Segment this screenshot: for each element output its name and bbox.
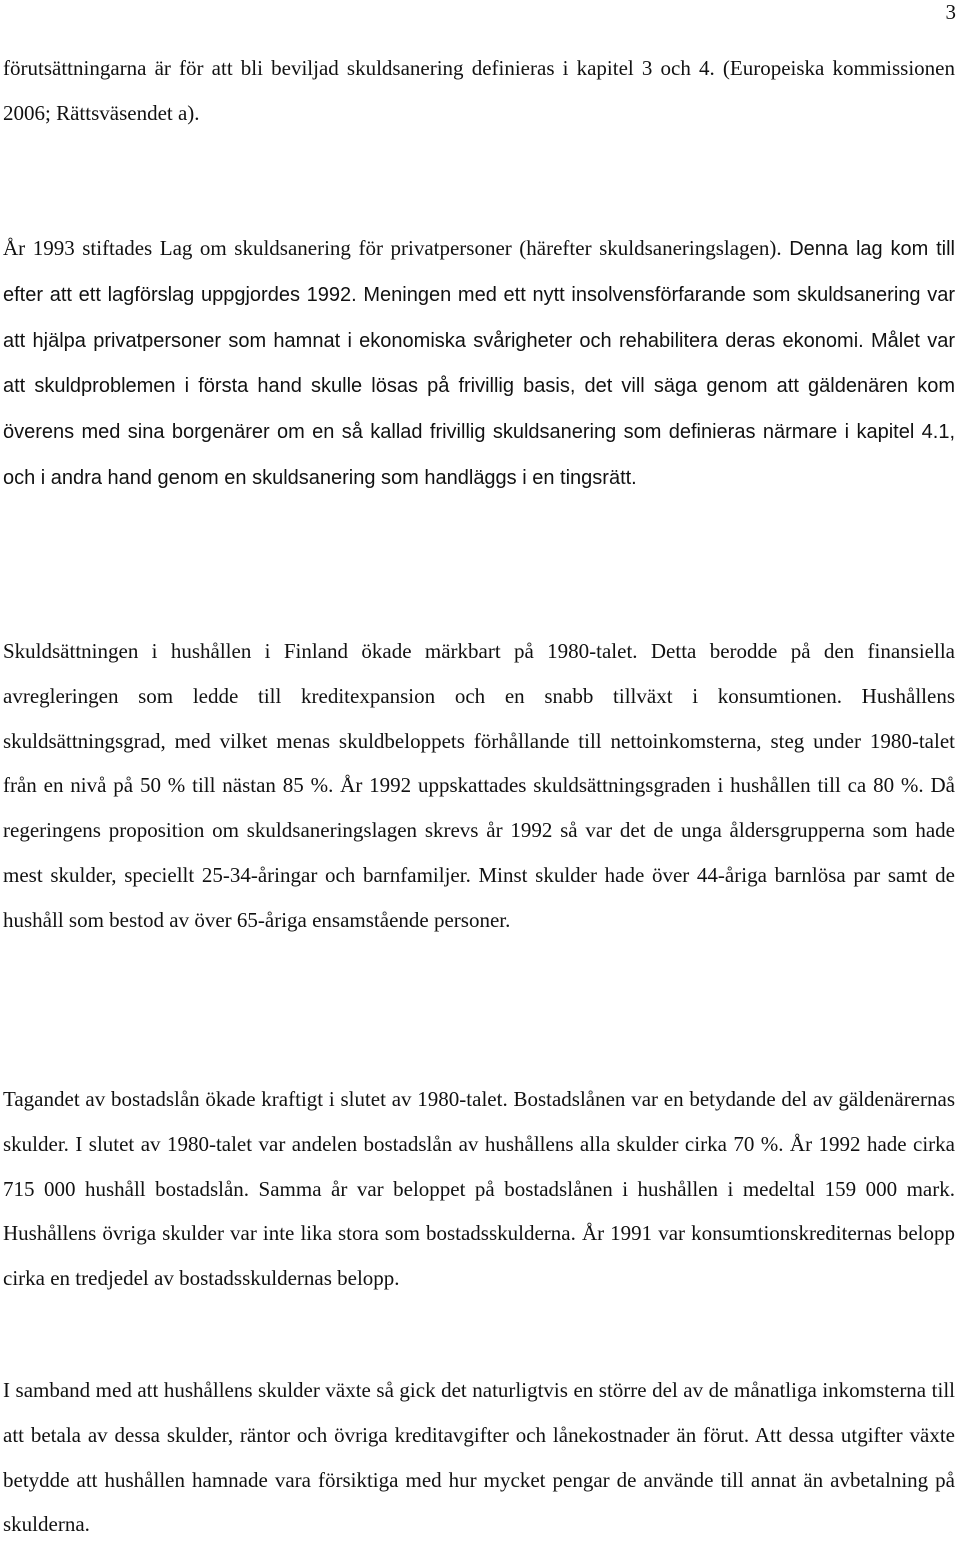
- paragraph-law-sentence-2: Denna lag kom till efter att ett lagförslag uppgjordes 1992. Meningen med ett nytt insolvensförfarande som skuldsanering var att hjälpa privatpersoner som hamnat i ekonomiska svårigheter och rehabilitera deras ekonomi.: [3, 238, 955, 352]
- paragraph-household-indebtedness: Skuldsättningen i hushållen i Finland ökade märkbart på 1980-talet. Detta berodde på den finansiella avregleringen som ledde till kreditexpansion och en snabb tillväxt i konsumtionen. Hushållens skuldsättningsgrad, med vilket menas skuldbeloppets förhållande till nettoinkomsterna, steg under 1980-talet från en nivå på 50 % till nästan 85 %. År 1992 uppskattades skuldsättningsgraden i hushållen till ca 80 %. Då regeringens proposition om skuldsaneringslagen skrevs år 1992 så var det de unga åldersgrupperna som hade mest skulder, speciellt 25-34-åringar och barnfamiljer. Minst skulder hade över 44-åriga barnlösa par samt de hushåll som bestod av över 65-åriga ensamstående personer.: [3, 639, 955, 932]
- paragraph-monthly-income: I samband med att hushållens skulder växte så gick det naturligtvis en större del av de månatliga inkomsterna till att betala av dessa skulder, räntor och övriga kreditavgifter och lånekostnader än förut. Att dessa utgifter växte betydde att hushållen hamnade vara försiktiga med hur mycket pengar de använde till annat än avbetalning på skulderna.: [3, 1378, 955, 1537]
- page-number: 3: [945, 0, 956, 24]
- paragraph-skuldsanering-law: [3, 226, 955, 501]
- paragraph-law-sentence-3: Målet var att skuldproblemen i första hand skulle lösas på frivillig basis, det vill säga genom att gäldenären kom överens med sina borgenärer om en så kallad frivillig skuldsanering som definieras närmare i kapitel 4.1, och i andra hand genom en skuldsanering som handläggs i en tingsrätt.: [3, 329, 955, 489]
- paragraph-housing-loans: Tagandet av bostadslån ökade kraftigt i slutet av 1980-talet. Bostadslånen var en betydande del av gäldenärernas skulder. I slutet av 1980-talet var andelen bostadslån av hushållens alla skulder cirka 70 %. År 1992 hade cirka 715 000 hushåll bostadslån. Samma år var beloppet på bostadslånen i hushållen i medeltal 159 000 mark. Hushållens övriga skulder var inte lika stora som bostadsskulderna. År 1991 var konsumtionskrediternas belopp cirka en tredjedel av bostadsskuldernas belopp.: [3, 1087, 955, 1291]
- paragraph-law-sentence-1: År 1993 stiftades Lag om skuldsanering för privatpersoner (härefter skuldsaneringslagen).: [3, 236, 790, 260]
- paragraph-criteria-reference: förutsättningarna är för att bli beviljad skuldsanering definieras i kapitel 3 och 4. (Europeiska kommissionen 2006; Rättsväsendet a).: [3, 56, 955, 125]
